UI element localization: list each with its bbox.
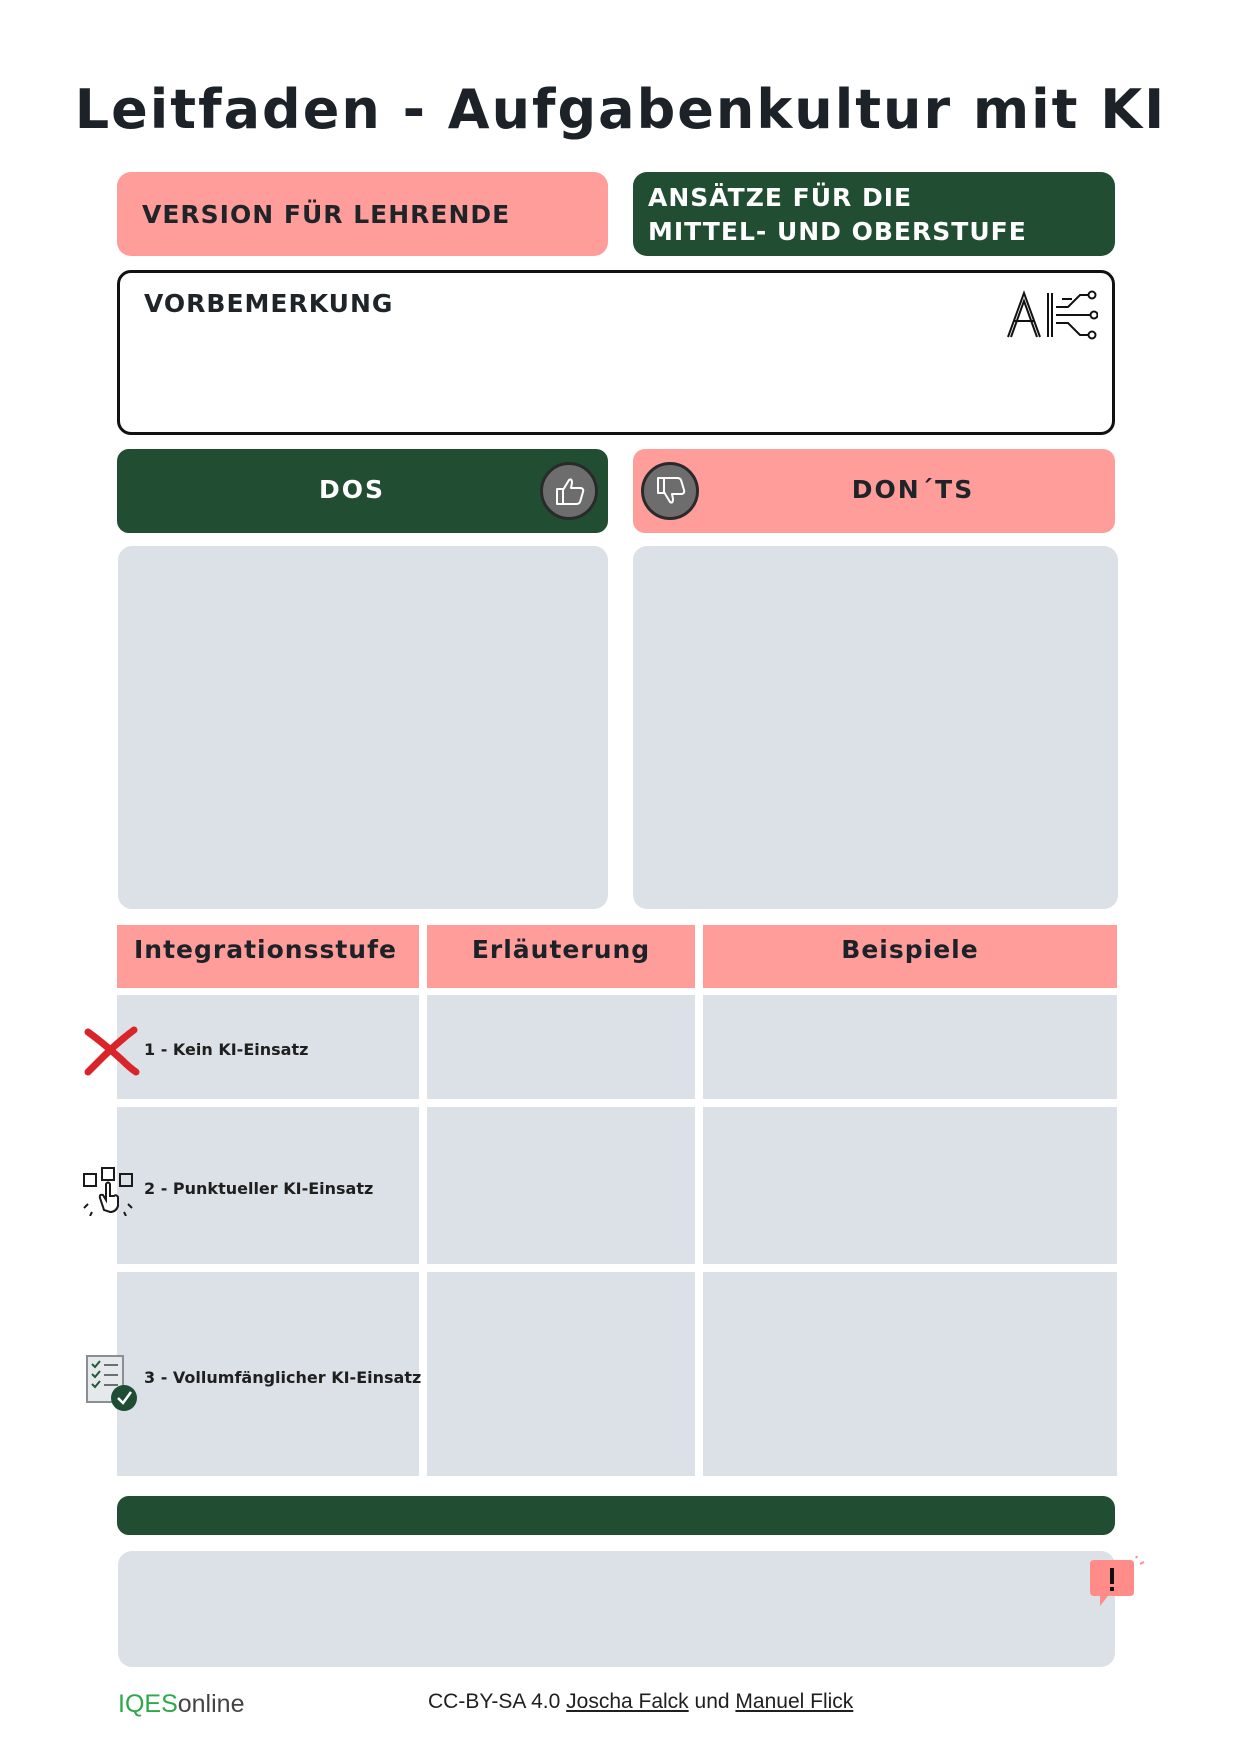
donts-content-area[interactable] (633, 546, 1118, 909)
dos-content-area[interactable] (118, 546, 608, 909)
dos-label: DOS (318, 475, 385, 504)
table-cell-beispiele-2[interactable] (703, 1107, 1117, 1264)
stage-label: ANSÄTZE FÜR DIE MITTEL- UND OBERSTUFE (648, 183, 1027, 246)
stufe-label-2: 2 - Punktueller KI-Einsatz (144, 1179, 374, 1198)
license-text: CC-BY-SA 4.0 (428, 1690, 561, 1713)
section-bar (117, 1496, 1115, 1535)
page-title: Leitfaden - Aufgabenkultur mit KI (74, 78, 1167, 141)
author-link-2[interactable]: Manuel Flick (735, 1690, 854, 1713)
stufe-label-1: 1 - Kein KI-Einsatz (144, 1040, 309, 1059)
table-cell-erlaeuterung-2[interactable] (427, 1107, 695, 1264)
table-header-label: Beispiele (841, 935, 979, 964)
logo-suffix: online (177, 1690, 245, 1718)
table-header-label: Integrationsstufe (134, 935, 397, 964)
vorbemerkung-label: VORBEMERKUNG (144, 289, 394, 318)
table-header-erlaeuterung (427, 925, 695, 988)
donts-header (633, 449, 1115, 533)
author-link-1[interactable]: Joscha Falck (566, 1690, 689, 1713)
table-cell-erlaeuterung-1[interactable] (427, 995, 695, 1099)
thumbs-up-icon (540, 462, 598, 520)
stage-box (633, 172, 1115, 256)
stufe-label-3: 3 - Vollumfänglicher KI-Einsatz (144, 1368, 422, 1387)
thumbs-down-icon (641, 462, 699, 520)
ai-circuit-icon (1006, 285, 1098, 341)
exclamation-speech-icon (1086, 1556, 1144, 1614)
hand-select-icon (82, 1166, 136, 1216)
table-cell-erlaeuterung-3[interactable] (427, 1272, 695, 1476)
donts-label: DON´TS (851, 475, 975, 504)
license-credit (428, 1690, 853, 1714)
table-header-integrationsstufe (117, 925, 419, 988)
dos-header (117, 449, 608, 533)
checklist-icon (84, 1354, 142, 1414)
vorbemerkung-box (117, 270, 1115, 435)
version-label: VERSION FÜR LEHRENDE (142, 200, 511, 229)
iqes-logo[interactable] (118, 1690, 244, 1719)
table-cell-beispiele-3[interactable] (703, 1272, 1117, 1476)
table-header-label: Erläuterung (471, 935, 651, 964)
table-cell-beispiele-1[interactable] (703, 995, 1117, 1099)
connector-text: und (694, 1690, 730, 1713)
logo-brand: IQES (118, 1690, 178, 1718)
note-area[interactable] (118, 1551, 1115, 1667)
version-box (117, 172, 608, 256)
red-cross-icon (82, 1026, 142, 1076)
table-header-beispiele (703, 925, 1117, 988)
